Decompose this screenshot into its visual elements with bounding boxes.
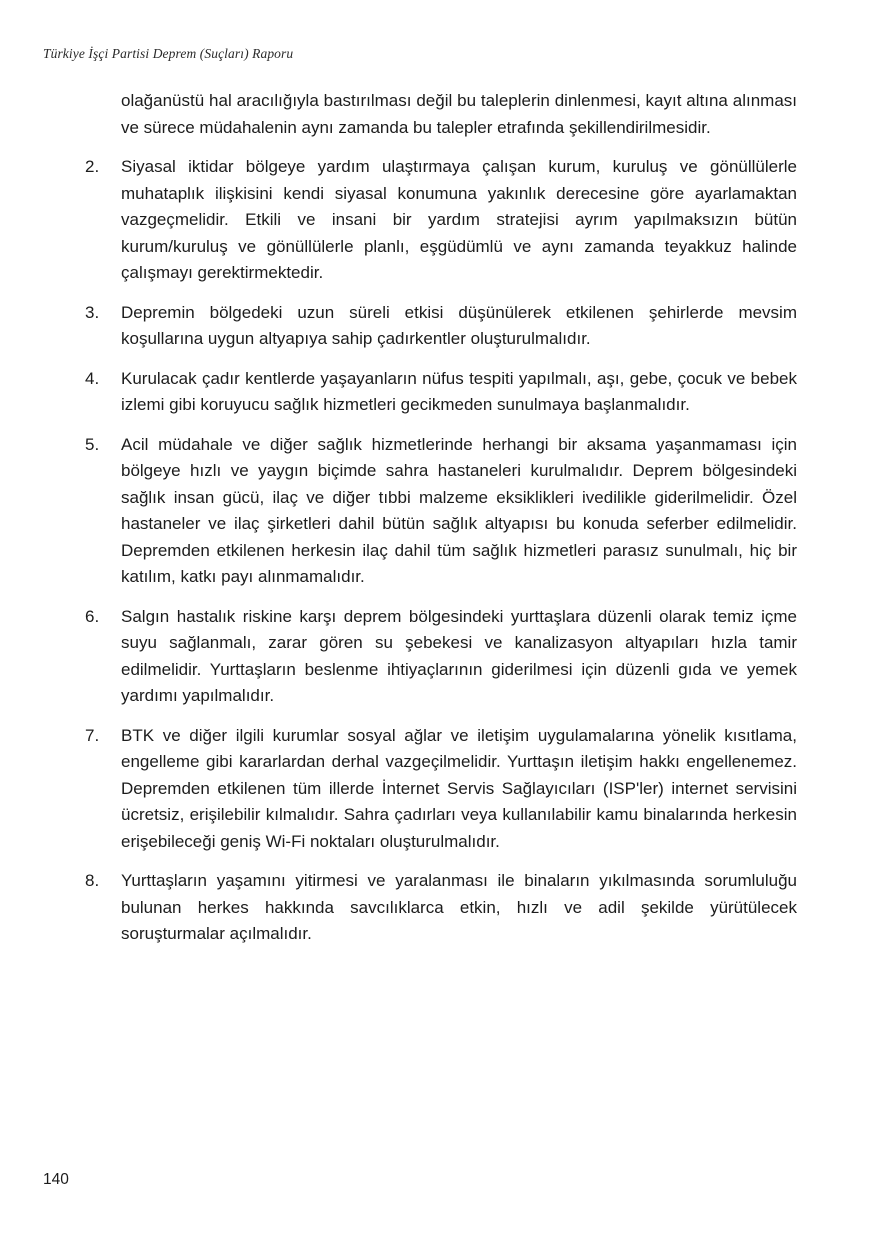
- list-item: [85, 432, 797, 591]
- item-number: 5.: [85, 434, 100, 454]
- continuation-paragraph: olağanüstü hal aracılığıyla bastırılması değil bu taleplerin dinlenmesi, kayıt altına alınması ve sürece müdahalenin aynı zamanda bu talepler etrafında şekillendirilmesidir.: [121, 91, 797, 137]
- list-item: [85, 723, 797, 856]
- list-item: [85, 366, 797, 419]
- list-item: [85, 300, 797, 353]
- list-item: [85, 604, 797, 710]
- list-item: [85, 868, 797, 948]
- page-body: [85, 88, 797, 948]
- item-text: Acil müdahale ve diğer sağlık hizmetlerinde herhangi bir aksama yaşanmaması için bölgeye hızlı ve yaygın biçimde sahra hastaneleri kurulmalıdır. Deprem bölgesindeki sağlık insan gücü, ilaç ve diğer tıbbi malzeme eksiklikleri ivedilikle giderilmelidir. Özel hastaneler ve ilaç şirketleri dahil bütün sağlık altyapısı bu konuda seferber edilmelidir. Depremden etkilenen herkesin ilaç dahil tüm sağlık hizmetleri parasız sunulmalı, hiç bir katılım, katkı payı alınmamalıdır.: [121, 434, 797, 586]
- item-text: Yurttaşların yaşamını yitirmesi ve yaralanması ile binaların yıkılmasında sorumluluğu bulunan herkes hakkında savcılıklarca etkin, hızlı ve adil şekilde yürütülecek soruşturmalar açılmalıdır.: [121, 871, 797, 943]
- item-text: Depremin bölgedeki uzun süreli etkisi düşünülerek etkilenen şehirlerde mevsim koşullarına uygun altyapıya sahip çadırkentler oluşturulmalıdır.: [121, 302, 797, 348]
- item-number: 8.: [85, 871, 100, 890]
- running-header-title: Türkiye İşçi Partisi Deprem (Suçları) Raporu: [43, 46, 294, 61]
- list-item: [85, 154, 797, 287]
- item-text: BTK ve diğer ilgili kurumlar sosyal ağlar ve iletişim uygulamalarına yönelik kısıtlama, engelleme gibi kararlardan derhal vazgeçilmelidir. Yurttaşın iletişim hakkı engellenemez. Depremden etkilenen tüm illerde İnternet Servis Sağlayıcıları (ISP'ler) internet servisini ücretsiz, erişilebilir kılmalıdır. Sahra çadırları veya kullanılabilir kamu binalarında herkesin erişebileceği geniş Wi-Fi noktaları oluşturulmalıdır.: [121, 725, 797, 851]
- item-number: 4.: [85, 368, 100, 388]
- item-number: 3.: [85, 302, 100, 322]
- item-number: 6.: [85, 606, 100, 626]
- page-number: 140: [43, 1171, 69, 1188]
- item-number: 7.: [85, 725, 100, 745]
- item-text: Siyasal iktidar bölgeye yardım ulaştırmaya çalışan kurum, kuruluş ve gönüllülerle muhataplık ilişkisini kendi siyasal konumuna yakınlık derecesine göre ayarlamaktan vazgeçmelidir. Etkili ve insani bir yardım stratejisi ayrım yapılmaksızın bütün kurum/kuruluş ve gönüllülerle planlı, eşgüdümlü ve aynı zamanda teyakkuz halinde çalışmayı gerektirmektedir.: [121, 157, 797, 282]
- item-number: 2.: [85, 157, 100, 176]
- item-text: Kurulacak çadır kentlerde yaşayanların nüfus tespiti yapılmalı, aşı, gebe, çocuk ve bebek izlemi gibi koruyucu sağlık hizmetleri gecikmeden sunulmaya başlanmalıdır.: [121, 368, 797, 414]
- item-text: Salgın hastalık riskine karşı deprem bölgesindeki yurttaşlara düzenli olarak temiz içme suyu sağlanmalı, zarar gören su şebekesi ve kanalizasyon altyapıları hızla tamir edilmelidir. Yurttaşların beslenme ihtiyaçlarının giderilmesi için düzenli gıda ve yemek yardımı yapılmalıdır.: [121, 606, 797, 705]
